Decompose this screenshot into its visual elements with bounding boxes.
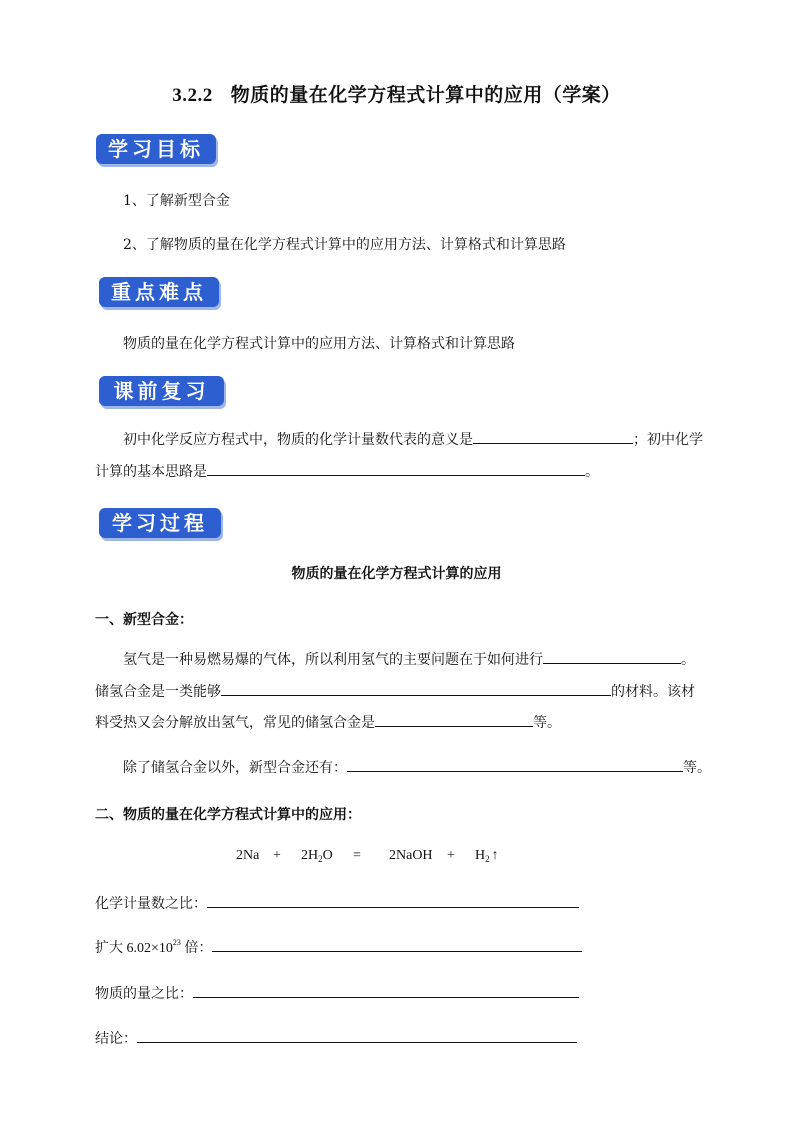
blank-line[interactable] — [347, 757, 683, 772]
process-badge: 学习过程 — [99, 508, 221, 538]
part2-heading: 二、物质的量在化学方程式计算中的应用： — [95, 807, 361, 823]
mole-ratio-row — [95, 983, 579, 1003]
key-points-badge: 重点难点 — [99, 277, 219, 307]
process-subtitle: 物质的量在化学方程式计算的应用 — [291, 566, 502, 582]
water-h: 2H — [301, 848, 319, 863]
review-badge: 课前复习 — [99, 376, 224, 406]
p1-text-a: 氢气是一种易燃易爆的气体，所以利用氢气的主要问题在于如何进行 — [123, 652, 543, 668]
blank-line[interactable] — [207, 893, 579, 908]
scale-label-a: 扩大 6.02×10 — [95, 941, 173, 956]
objective-item: 1、了解新型合金 — [123, 193, 230, 209]
blank-line[interactable] — [375, 712, 533, 727]
review-line-1 — [123, 424, 703, 456]
objectives-badge: 学习目标 — [96, 134, 216, 164]
objective-item: 2、了解物质的量在化学方程式计算中的应用方法、计算格式和计算思路 — [123, 237, 566, 253]
water-o: O — [322, 848, 333, 863]
part1-heading: 一、新型合金： — [95, 612, 193, 628]
equals-sign: = — [353, 848, 361, 863]
p2-text-b: 的材料。该材 — [611, 684, 695, 700]
scale-label-b: 倍： — [180, 941, 213, 956]
p3-text-a: 料受热又会分解放出氢气，常见的储氢合金是 — [95, 715, 375, 731]
p1-text-b: 。 — [681, 652, 695, 668]
title-text: 物质的量在化学方程式计算中的应用（学案） — [230, 84, 621, 106]
plus-sign: + — [273, 848, 281, 863]
blank-line[interactable] — [137, 1028, 577, 1043]
review-line-2 — [95, 456, 599, 488]
product-naoh: 2NaOH — [389, 848, 433, 863]
ratio-row — [95, 893, 579, 913]
reactant-na: 2Na — [236, 848, 260, 863]
blank-line[interactable] — [221, 681, 611, 696]
scale-row — [95, 937, 582, 957]
p4-line — [123, 752, 711, 784]
reactant-water — [301, 848, 333, 864]
h2-h: H — [475, 848, 486, 863]
conclusion-label: 结论： — [95, 1031, 137, 1047]
key-points-text: 物质的量在化学方程式计算中的应用方法、计算格式和计算思路 — [123, 336, 515, 352]
gas-arrow-icon: ↑ — [491, 848, 499, 863]
review-text-1b: ；初中化学 — [633, 432, 703, 448]
product-h2 — [475, 848, 499, 864]
p3-line — [95, 707, 561, 739]
blank-line[interactable] — [207, 461, 585, 476]
mole-ratio-label: 物质的量之比： — [95, 986, 193, 1002]
p1-line — [123, 644, 695, 676]
page-title — [0, 80, 793, 107]
ratio-label: 化学计量数之比： — [95, 896, 207, 912]
conclusion-row — [95, 1028, 577, 1048]
chemical-equation — [0, 848, 793, 868]
plus-sign: + — [447, 848, 455, 863]
blank-line[interactable] — [543, 649, 681, 664]
section-number: 3.2.2 — [172, 85, 213, 106]
scale-superscript: 23 — [172, 938, 181, 947]
blank-line[interactable] — [473, 429, 633, 444]
blank-line[interactable] — [212, 937, 582, 952]
p4-text-a: 除了储氢合金以外，新型合金还有： — [123, 760, 347, 776]
review-text-1a: 初中化学反应方程式中，物质的化学计量数代表的意义是 — [123, 432, 473, 448]
p4-text-b: 等。 — [683, 760, 711, 776]
p3-text-b: 等。 — [533, 715, 561, 731]
p2-text-a: 储氢合金是一类能够 — [95, 684, 221, 700]
p2-line — [95, 676, 695, 708]
review-text-2a: 计算的基本思路是 — [95, 464, 207, 480]
review-text-2b: 。 — [585, 464, 599, 480]
water-subscript: 2 — [318, 854, 323, 864]
blank-line[interactable] — [193, 983, 579, 998]
h2-subscript: 2 — [485, 854, 490, 864]
